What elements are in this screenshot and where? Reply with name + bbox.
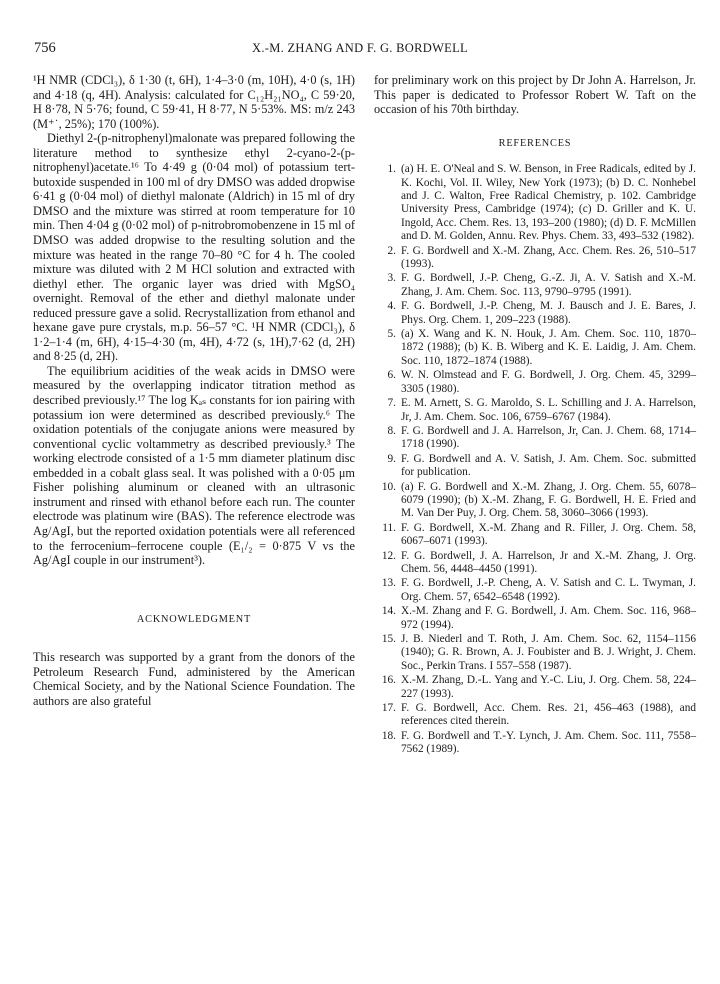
references-heading: REFERENCES — [498, 137, 572, 149]
reference-text: (a) F. G. Bordwell and X.-M. Zhang, J. Org. Chem. 55, 6078–6079 (1990); (b) X.-M. Zhang, F. G. Bordwell, H. E. Fried and M. Van Der Puy, J. Org. Chem. 58, 3060–3066 (1993). — [401, 480, 696, 520]
reference-text: F. G. Bordwell, X.-M. Zhang and R. Filler, J. Org. Chem. 58, 6067–6071 (1993). — [401, 521, 696, 548]
reference-text: X.-M. Zhang and F. G. Bordwell, J. Am. Chem. Soc. 116, 968–972 (1994). — [401, 605, 696, 631]
reference-item — [374, 425, 696, 452]
reference-number: 1. — [387, 163, 396, 176]
reference-number: 10. — [381, 480, 396, 493]
reference-number: 11. — [382, 521, 396, 534]
reference-item — [374, 522, 696, 549]
reference-text: F. G. Bordwell and T.-Y. Lynch, J. Am. Chem. Soc. 111, 7558–7562 (1989). — [401, 729, 696, 756]
reference-item — [374, 633, 696, 673]
reference-item — [374, 453, 696, 480]
reference-number: 15. — [381, 633, 396, 645]
reference-item — [374, 674, 696, 701]
methods-paragraph: The equilibrium acidities of the weak acids in DMSO were measured by the overlapping indicator titration method as described previously.¹⁷ The log Kₐₛ constants for ion pairing with potassium ion were determined as described previously.⁶ The oxidation potentials of the conjugate anions were measured by conventional cyclic voltammetry as described previously.³ The working electrode consisted of a 1·5 mm diameter platinum disc embedded in a cobalt glass seal. It was polished with a 0·05 μm Fisher polishing aluminum or cleaned with an ultrasonic instrument and rinsed with ethanol before each run. The counter electrode was platinum wire (BAS). The reference electrode was Ag/AgI, but the reported oxidation potentials were all referenced to the ferrocenium–ferrocene couple (E₁/₂ = 0·875 V vs the Ag/AgI couple in our instrument³). — [33, 363, 355, 568]
reference-text: F. G. Bordwell, J.-P. Cheng, A. V. Satish and C. L. Twyman, J. Org. Chem. 57, 6542–6548 (1992). — [401, 577, 696, 603]
references-list — [374, 163, 696, 756]
reference-number: 16. — [381, 674, 396, 687]
reference-number: 8. — [387, 424, 396, 437]
page-number: 756 — [34, 40, 56, 56]
reference-item — [374, 163, 696, 243]
reference-number: 3. — [387, 272, 396, 285]
reference-number: 9. — [387, 452, 396, 465]
left-column — [33, 73, 355, 708]
reference-item — [374, 605, 696, 632]
reference-number: 13. — [381, 577, 396, 590]
reference-item — [374, 397, 696, 424]
reference-item — [374, 481, 696, 521]
acknowledgment-text: This research was supported by a grant from the donors of the Petroleum Research Fund, administered by the American Chemical Society, and by the National Science Foundation. The authors are also grateful — [33, 650, 355, 708]
acknowledgment-heading: ACKNOWLEDGMENT — [136, 613, 252, 625]
reference-item — [374, 272, 696, 299]
reference-item — [374, 730, 696, 757]
reference-item — [374, 245, 696, 272]
nmr-data-paragraph: ¹H NMR (CDCl₃), δ 1·30 (t, 6H), 1·4–3·0 (m, 10H), 4·0 (s, 1H) and 4·18 (q, 4H). Analysis: calculated for C₁₂H₂₁NO₄, C 59·20, H 8·78, N 5·76; found, C 59·41, H 8·77, N 5·53%. MS: m/z 243 (M⁺˙, 25%); 170 (100%). — [33, 73, 355, 131]
reference-text: F. G. Bordwell, J.-P. Cheng, M. J. Bausch and J. E. Bares, J. Phys. Org. Chem. 1, 209–223 (1988). — [401, 300, 696, 326]
synthesis-paragraph: Diethyl 2-(p-nitrophenyl)malonate was prepared following the literature method to synthesize ethyl 2-cyano-2-(p-nitrophenyl)acetate.¹⁶ To 4·49 g (0·04 mol) of potassium tert-butoxide suspended in 100 ml of dry DMSO was added dropwise 6·41 g (0·04 mol) of diethyl malonate (Aldrich) in 15 ml of dry DMSO and the mixture was stirred at room temperature for 10 min. Then 4·04 g (0·02 mol) of p-nitrobromobenzene in 15 ml of DMSO was added dropwise to the resulting solution and the mixture was heated in the range 70–80 °C for 4 h. The cooled mixture was diluted with 2 M HCl solution and extracted with diethyl ether. The organic layer was dried with MgSO₄ overnight. Removal of the ether and diethyl malonate under reduced pressure gave a solid. Recrystallization from ethanol and hexane gave pure crystals, m.p. 56–57 °C. ¹H NMR (CDCl₃), δ 1·2–1·4 (m, 6H), 4·15–4·30 (m, 4H), 4·72 (s, 1H),7·62 (d, 2H) and 8·25 (d, 2H). — [33, 131, 355, 364]
reference-text: F. G. Bordwell and A. V. Satish, J. Am. Chem. Soc. submitted for publication. — [401, 452, 696, 479]
reference-number: 17. — [381, 702, 396, 715]
reference-item — [374, 300, 696, 327]
reference-text: F. G. Bordwell and X.-M. Zhang, Acc. Chem. Res. 26, 510–517 (1993). — [401, 244, 696, 271]
reference-number: 5. — [387, 328, 396, 341]
reference-text: W. N. Olmstead and F. G. Bordwell, J. Org. Chem. 45, 3299–3305 (1980). — [401, 369, 696, 395]
right-column — [374, 73, 696, 758]
reference-text: X.-M. Zhang, D.-L. Yang and Y.-C. Liu, J. Org. Chem. 58, 224–227 (1993). — [401, 674, 696, 700]
reference-number: 12. — [381, 549, 396, 562]
reference-item — [374, 577, 696, 604]
running-head: X.-M. ZHANG AND F. G. BORDWELL — [252, 41, 468, 55]
reference-number: 14. — [381, 605, 396, 618]
reference-text: F. G. Bordwell, J.-P. Cheng, G.-Z. Ji, A. V. Satish and X.-M. Zhang, J. Am. Chem. Soc. 113, 9790–9795 (1991). — [401, 272, 696, 298]
reference-text: E. M. Arnett, S. G. Maroldo, S. L. Schilling and J. A. Harrelson, Jr, J. Am. Chem. Soc. 106, 6759–6767 (1984). — [401, 397, 696, 423]
reference-item — [374, 328, 696, 368]
reference-text: F. G. Bordwell, J. A. Harrelson, Jr and X.-M. Zhang, J. Org. Chem. 56, 4448–4450 (1991). — [401, 549, 696, 575]
reference-number: 6. — [387, 369, 396, 382]
reference-item — [374, 702, 696, 729]
reference-item — [374, 550, 696, 577]
reference-number: 18. — [381, 729, 396, 742]
reference-number: 7. — [387, 397, 396, 410]
reference-item — [374, 369, 696, 396]
reference-number: 2. — [387, 244, 396, 257]
reference-text: F. G. Bordwell, Acc. Chem. Res. 21, 456–463 (1988), and references cited therein. — [401, 702, 696, 728]
reference-text: F. G. Bordwell and J. A. Harrelson, Jr, Can. J. Chem. 68, 1714–1718 (1990). — [401, 424, 696, 451]
reference-text: (a) X. Wang and K. N. Houk, J. Am. Chem. Soc. 110, 1870–1872 (1988); (b) K. B. Wiberg and K. E. Laidig, J. Am. Chem. Soc. 110, 1872–1874 (1988). — [401, 328, 696, 367]
reference-text: (a) H. E. O'Neal and S. W. Benson, in Free Radicals, edited by J. K. Kochi, Vol. II. Wiley, New York (1973); (b) D. C. Nonhebel and J. C. Walton, Free Radical Chemistry, p. 102. Cambridge University Press, Cambridge (1974); (c) D. Griller and K. U. Ingold, Acc. Chem. Res. 13, 193–200 (1980); (d) D. F. McMillen and D. M. Golden, Annu. Rev. Phys. Chem. 33, 493–532 (1982). — [401, 163, 696, 243]
acknowledgment-continuation: for preliminary work on this project by Dr John A. Harrelson, Jr. This paper is dedicated to Professor Robert W. Taft on the occasion of his 70th birthday. — [374, 73, 696, 117]
reference-number: 4. — [387, 300, 396, 313]
reference-text: J. B. Niederl and T. Roth, J. Am. Chem. Soc. 62, 1154–1156 (1940); G. R. Brown, A. J. Foubister and B. J. Wright, J. Chem. Soc., Perkin Trans. I 557–558 (1987). — [401, 633, 696, 672]
